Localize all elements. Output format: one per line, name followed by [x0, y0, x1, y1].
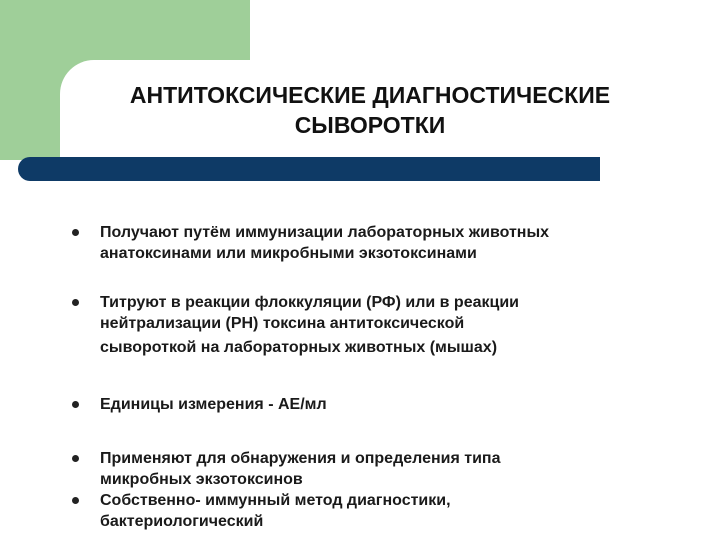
bullet-text — [100, 222, 680, 264]
bullet-line: Титруют в реакции флоккуляции (РФ) или в реакции — [100, 294, 520, 311]
bullet-line: нейтрализации (РН) токсина антитоксической — [100, 315, 465, 332]
bullet-dot-icon — [72, 229, 79, 236]
bullet-text — [100, 448, 680, 490]
bullet-text — [100, 394, 680, 415]
slide-title — [60, 80, 680, 140]
bullet-line: Применяют для обнаружения и определения типа — [100, 450, 501, 467]
title-underline-bar — [18, 157, 600, 181]
bullet-line: микробных экзотоксинов — [100, 471, 303, 488]
bullet-line: Собственно- иммунный метод диагностики, — [100, 492, 451, 509]
bullet-line: бактериологический — [100, 513, 264, 530]
bullet-dot-icon — [72, 401, 79, 408]
bullet-line: Получают путём иммунизации лабораторных животных — [100, 224, 549, 241]
bullet-line: Единицы измерения - АЕ/мл — [100, 396, 327, 413]
slide-title-line-1: АНТИТОКСИЧЕСКИЕ ДИАГНОСТИЧЕСКИЕ — [129, 82, 611, 108]
bullet-dot-icon — [72, 455, 79, 462]
bullet-line: сывороткой на лабораторных животных (мышах) — [100, 339, 498, 356]
bullet-dot-icon — [72, 497, 79, 504]
slide-title-line-2: СЫВОРОТКИ — [294, 112, 446, 138]
bullet-text — [100, 490, 680, 532]
bullet-dot-icon — [72, 299, 79, 306]
bullet-line: анатоксинами или микробными экзотоксинами — [100, 245, 477, 262]
bullet-text — [100, 292, 680, 358]
